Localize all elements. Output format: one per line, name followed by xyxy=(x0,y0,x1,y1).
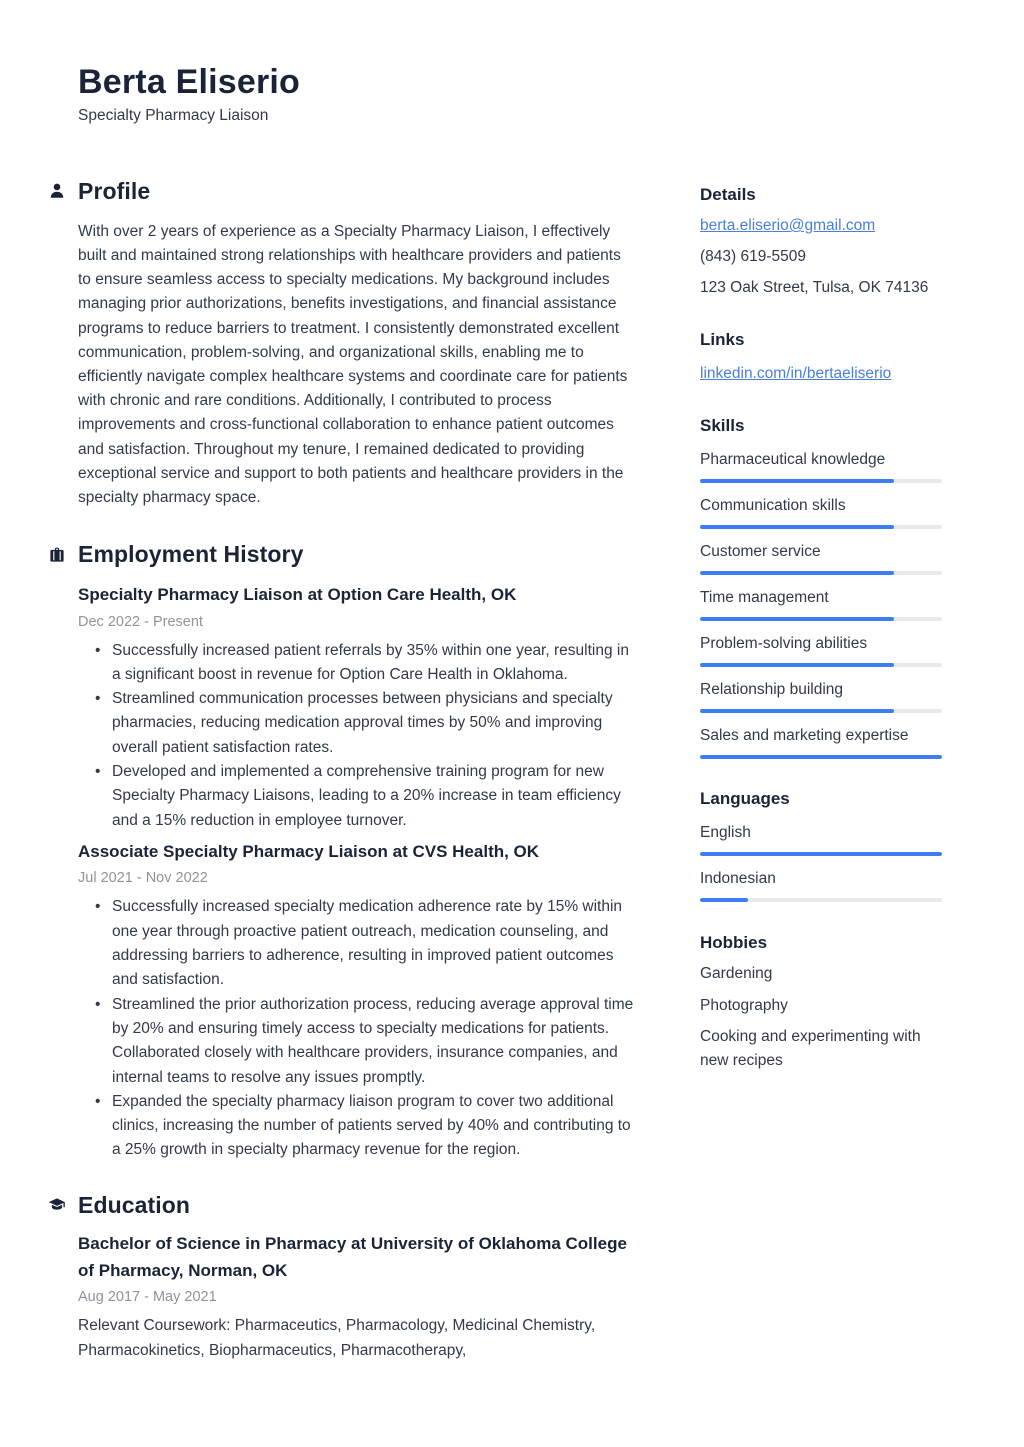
skill-bar-fill xyxy=(700,755,942,759)
skill-item xyxy=(700,680,950,713)
person-name: Berta Eliserio xyxy=(78,63,301,101)
job-bullet-list xyxy=(78,895,638,1162)
skill-label: Problem-solving abilities xyxy=(700,635,868,652)
skill-bar-fill xyxy=(700,525,894,529)
skills-heading: Skills xyxy=(700,416,745,435)
job-title: Associate Specialty Pharmacy Liaison at CVS Health, OK xyxy=(78,841,540,861)
email-link[interactable]: berta.eliserio@gmail.com xyxy=(700,217,876,234)
details-heading: Details xyxy=(700,185,756,204)
skill-bar xyxy=(700,479,942,483)
main-column xyxy=(78,62,638,1363)
link-row xyxy=(700,363,950,385)
profile-section xyxy=(78,177,638,510)
details-section xyxy=(700,184,950,299)
profile-heading: Profile xyxy=(78,178,151,205)
skill-item xyxy=(700,726,950,759)
skill-label: Relationship building xyxy=(700,681,844,698)
hobby-item: Gardening xyxy=(700,965,773,982)
phone-number: (843) 619-5509 xyxy=(700,248,806,265)
employment-heading: Employment History xyxy=(78,541,304,568)
employment-section-heading xyxy=(48,540,638,569)
skill-item xyxy=(700,496,950,529)
job-bullet: • Successfully increased specialty medication adherence rate by 15% within one year through proactive patient outreach, medication counseling, and addressing barriers to adherence, resulting in improved patient outcomes and satisfaction. xyxy=(78,895,638,992)
skill-label: Communication skills xyxy=(700,497,846,514)
job-bullet: • Streamlined communication processes between physicians and specialty pharmacies, reducing medication approval times by 50% and improving overall patient satisfaction rates. xyxy=(78,687,638,760)
skill-bar-fill xyxy=(700,571,894,575)
skill-bar xyxy=(700,663,942,667)
job-bullet-list xyxy=(78,639,638,833)
education-section xyxy=(78,1191,638,1363)
employment-section xyxy=(78,540,638,1162)
degree-title: Bachelor of Science in Pharmacy at University of Oklahoma College of Pharmacy, Norman, OK xyxy=(78,1234,627,1280)
person-job-title: Specialty Pharmacy Liaison xyxy=(78,107,269,125)
links-section xyxy=(700,329,950,385)
skill-label: Pharmaceutical knowledge xyxy=(700,451,886,468)
skill-bar xyxy=(700,617,942,621)
job-dates: Dec 2022 - Present xyxy=(78,613,203,630)
job-bullet: • Expanded the specialty pharmacy liaison program to cover two additional clinics, increasing the number of patients served by 40% and contributing to a 25% growth in specialty pharmacy revenue for the region. xyxy=(78,1090,638,1163)
skill-bar-fill xyxy=(700,479,894,483)
address: 123 Oak Street, Tulsa, OK 74136 xyxy=(700,279,929,296)
education-description: Relevant Coursework: Pharmaceutics, Pharmacology, Medicinal Chemistry, Pharmacokinetics, Biopharmaceutics, Pharmacotherapy, xyxy=(78,1317,596,1359)
email-row xyxy=(700,215,950,237)
skill-bar-fill xyxy=(700,617,894,621)
skill-bar-fill xyxy=(700,709,894,713)
resume-header xyxy=(78,62,638,125)
hobby-item: Cooking and experimenting with new recipes xyxy=(700,1028,921,1069)
briefcase-icon xyxy=(48,546,78,564)
skill-item xyxy=(700,542,950,575)
hobby-item: Photography xyxy=(700,996,788,1014)
job-entry xyxy=(78,839,638,1163)
person-icon xyxy=(48,182,78,200)
skills-section xyxy=(700,415,950,759)
skill-item xyxy=(700,450,950,483)
languages-heading: Languages xyxy=(700,789,790,808)
skill-bar-fill xyxy=(700,663,894,667)
language-label: Indonesian xyxy=(700,870,776,887)
linkedin-link[interactable]: linkedin.com/in/bertaeliserio xyxy=(700,365,892,382)
skill-bar xyxy=(700,571,942,575)
job-dates: Jul 2021 - Nov 2022 xyxy=(78,870,208,887)
education-heading: Education xyxy=(78,1191,191,1218)
skill-bar xyxy=(700,709,942,713)
language-item xyxy=(700,823,950,856)
skill-label: Time management xyxy=(700,589,829,606)
sidebar xyxy=(700,184,950,1363)
hobbies-section xyxy=(700,932,950,1072)
job-title: Specialty Pharmacy Liaison at Option Care Health, OK xyxy=(78,585,517,605)
skill-item xyxy=(700,634,950,667)
profile-text: With over 2 years of experience as a Specialty Pharmacy Liaison, I effectively built and maintained strong relationships with healthcare providers and patients to ensure seamless access to specialty medications. My background includes managing prior authorizations, benefits investigations, and financial assistance programs to reduce barriers to treatment. I consistently demonstrated excellent communication, problem-solving, and organizational skills, enabling me to efficiently navigate complex healthcare systems and coordinate care for patients with chronic and rare conditions. Additionally, I contributed to process improvements and cross-functional collaboration to enhance patient outcomes and satisfaction. Throughout my tenure, I remained dedicated to providing exceptional service and support to both patients and healthcare providers in the specialty pharmacy space. xyxy=(78,222,628,507)
skill-bar xyxy=(700,525,942,529)
skill-item xyxy=(700,588,950,621)
language-item xyxy=(700,869,950,902)
job-bullet: • Streamlined the prior authorization process, reducing average approval time by 20% and ensuring timely access to specialty medications for patients. Collaborated closely with healthcare providers, insurance companies, and internal teams to resolve any issues promptly. xyxy=(78,993,638,1090)
skill-label: Customer service xyxy=(700,543,821,560)
language-label: English xyxy=(700,824,751,841)
education-entry xyxy=(78,1231,638,1363)
links-heading: Links xyxy=(700,330,745,349)
skill-label: Sales and marketing expertise xyxy=(700,727,909,744)
language-bar-fill xyxy=(700,898,748,902)
education-dates: Aug 2017 - May 2021 xyxy=(78,1289,217,1306)
graduation-cap-icon xyxy=(48,1196,78,1214)
language-bar xyxy=(700,852,942,856)
skill-bar xyxy=(700,755,942,759)
language-bar-fill xyxy=(700,852,942,856)
profile-section-heading xyxy=(48,177,638,206)
education-section-heading xyxy=(48,1191,638,1220)
language-bar xyxy=(700,898,942,902)
hobbies-heading: Hobbies xyxy=(700,933,768,952)
languages-section xyxy=(700,788,950,902)
job-bullet: • Successfully increased patient referrals by 35% within one year, resulting in a significant boost in revenue for Option Care Health in Oklahoma. xyxy=(78,639,638,688)
job-entry xyxy=(78,582,638,833)
job-bullet: • Developed and implemented a comprehensive training program for new Specialty Pharmacy Liaisons, leading to a 20% increase in team efficiency and a 15% reduction in employee turnover. xyxy=(78,760,638,833)
